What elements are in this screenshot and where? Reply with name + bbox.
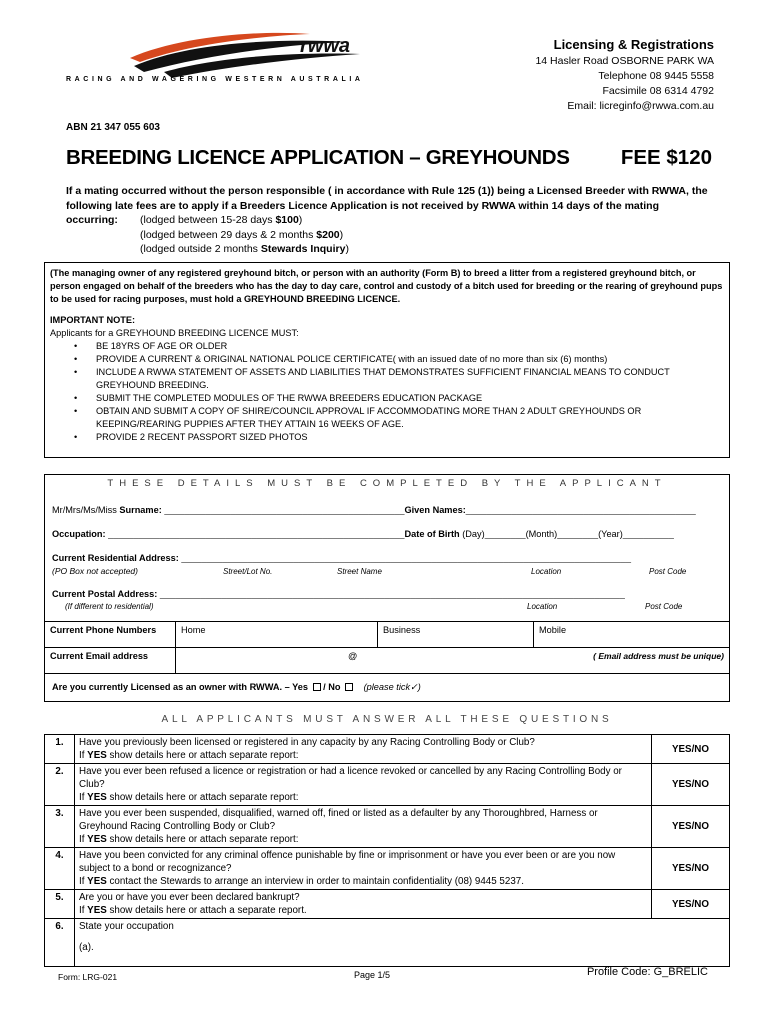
occupation-row — [52, 529, 722, 539]
detail-yes: YES — [87, 792, 107, 803]
contact-facsimile: Facsimile 08 6314 4792 — [602, 85, 714, 97]
late-fees-intro: If a mating occurred without the person responsible ( in accordance with Rule 125 (1)) being a Licensed Breeder with RWWA, the following late fees are to apply if a Breeders Licence Application is not received by RWWA within 14 days of the mating — [66, 185, 708, 212]
question-text — [75, 806, 652, 848]
licensed-no-label: / No — [323, 682, 341, 692]
question-number: 4. — [45, 848, 75, 890]
late-fee-3-text: (lodged outside 2 months — [140, 243, 261, 255]
important-note-intro: Applicants for a GREYHOUND BREEDING LICENCE MUST: — [50, 328, 299, 338]
form-code: Form: LRG-021 — [58, 972, 118, 982]
postal-post-code-caption: Post Code — [645, 602, 683, 611]
important-note-heading: IMPORTANT NOTE: — [50, 315, 136, 325]
yes-no-answer[interactable]: YES/NO — [652, 848, 730, 890]
contact-title: Licensing & Registrations — [553, 37, 714, 52]
title-prefix: Mr/Mrs/Ms/Miss — [52, 505, 117, 515]
email-at-sign: @ — [348, 651, 358, 661]
no-checkbox[interactable] — [345, 683, 353, 691]
phone-home-field[interactable]: Home — [175, 622, 377, 647]
question-text — [75, 848, 652, 890]
table-row — [45, 848, 730, 890]
contact-block — [535, 36, 714, 114]
applicant-heading: THESE DETAILS MUST BE COMPLETED BY THE APPLICANT — [107, 478, 667, 489]
question-text — [75, 764, 652, 806]
contact-email: Email: licreginfo@rwwa.com.au — [567, 100, 714, 112]
yes-no-answer[interactable]: YES/NO — [652, 764, 730, 806]
street-lot-caption: Street/Lot No. — [223, 567, 273, 576]
location-caption: Location — [531, 567, 562, 576]
email-field[interactable] — [175, 648, 729, 673]
logo-wordmark: rwwa — [300, 35, 351, 57]
given-names-label: Given Names: — [404, 505, 466, 515]
postal-label: Current Postal Address: — [52, 589, 158, 599]
late-fee-2-amount: $200 — [316, 228, 340, 241]
contact-telephone: Telephone 08 9445 5558 — [598, 70, 714, 82]
table-row — [45, 806, 730, 848]
phone-business-field[interactable]: Business — [377, 622, 533, 647]
question-number: 2. — [45, 764, 75, 806]
question-line: Are you or have you ever been declared bankrupt? — [79, 892, 300, 903]
late-fee-1-text: (lodged between 15-28 days — [140, 214, 276, 226]
email-label: Current Email address — [50, 651, 149, 661]
late-fee-1-amount: $100 — [275, 214, 299, 226]
late-fee-2-close: ) — [339, 228, 344, 241]
question-detail[interactable] — [79, 904, 647, 917]
detail-suffix: contact the Stewards to arrange an interview in order to maintain confidentiality (08) 9445 5237. — [106, 876, 524, 887]
email-unique-note: ( Email address must be unique) — [593, 651, 724, 661]
profile-code: Profile Code: G_BRELIC — [586, 966, 708, 978]
table-row — [45, 764, 730, 806]
contact-address: 14 Hasler Road OSBORNE PARK WA — [535, 55, 714, 67]
managing-owner-paragraph: (The managing owner of any registered greyhound bitch, or person with an authority (Form B) to breed a litter from a registered greyhound bitch, or person engaged on behalf of the breeders who has the day to day care, control and custody of a bitch used for breeding or the rearing of greyhound pups to be used for racing purposes, must hold a GREYHOUND BREEDING LICENCE. — [50, 268, 723, 304]
question-number: 5. — [45, 890, 75, 919]
yes-checkbox[interactable] — [313, 683, 321, 691]
postal-field[interactable]: ___________________________________________________________________________________________ — [159, 589, 625, 599]
yes-no-answer[interactable]: YES/NO — [652, 890, 730, 919]
residential-label: Current Residential Address: — [52, 553, 179, 563]
question-text — [75, 735, 652, 764]
list-item: • OBTAIN AND SUBMIT A COPY OF SHIRE/COUNCIL APPROVAL IF ACCOMMODATING MORE THAN 2 ADULT GREYHOUNDS OR KEEPING/REARING PUPPIES AFTER THEY ATTAIN 16 WEEKS OF AGE. — [70, 405, 724, 431]
requirements-list — [50, 340, 724, 444]
question-line: Have you been convicted for any criminal offence punishable by fine or imprisonment or have you ever been or are you now subject to a bond or recognizance? — [79, 850, 616, 874]
question-detail[interactable] — [79, 749, 647, 762]
late-fee-2-text: (lodged between 29 days & 2 months — [140, 228, 317, 241]
detail-yes: YES — [87, 905, 107, 916]
detail-prefix: If — [79, 792, 88, 803]
occupation-field[interactable]: __________________________________________________________ — [108, 529, 405, 539]
detail-yes: YES — [87, 876, 107, 887]
detail-suffix: show details here or attach separate report: — [106, 750, 299, 761]
street-name-caption: Street Name — [337, 567, 382, 576]
licensed-row — [45, 673, 729, 702]
question-detail[interactable] — [79, 875, 647, 888]
page-title: BREEDING LICENCE APPLICATION – GREYHOUNDS — [66, 146, 570, 169]
yes-no-answer[interactable]: YES/NO — [652, 806, 730, 848]
detail-prefix: If — [79, 876, 88, 887]
list-item: • INCLUDE A RWWA STATEMENT OF ASSETS AND LIABILITIES THAT DEMONSTRATES SUFFICIENT FINANCIAL MEANS TO CONDUCT GREYHOUND BREEDING. — [70, 366, 724, 392]
abn: ABN 21 347 055 603 — [66, 122, 160, 133]
late-fees — [66, 184, 726, 257]
dob-field[interactable]: (Day)________(Month)________(Year)__________ — [462, 529, 674, 539]
given-names-field[interactable]: _____________________________________________ — [465, 505, 696, 515]
question-number: 6. — [45, 919, 75, 967]
postal-note: (If different to residential) — [65, 602, 154, 611]
questions-heading: ALL APPLICANTS MUST ANSWER ALL THESE QUESTIONS — [161, 714, 613, 725]
detail-yes: YES — [87, 834, 107, 845]
question-number: 1. — [45, 735, 75, 764]
table-row — [45, 919, 730, 967]
detail-suffix: show details here or attach a separate report. — [106, 905, 307, 916]
list-item: • BE 18YRS OF AGE OR OLDER — [70, 340, 724, 353]
phone-mobile-field[interactable]: Mobile — [533, 622, 729, 647]
dob-label: Date of Birth — [404, 529, 460, 539]
list-item: • PROVIDE A CURRENT & ORIGINAL NATIONAL POLICE CERTIFICATE( with an issued date of no more than six (6) months) — [70, 353, 724, 366]
yes-no-answer[interactable]: YES/NO — [652, 735, 730, 764]
question-line: Have you ever been refused a licence or registration or had a licence revoked or cancelled by any Racing Controlling Body or Club? — [79, 766, 622, 790]
detail-suffix: show details here or attach separate report: — [106, 792, 299, 803]
surname-label: Surname: — [119, 505, 162, 515]
licensed-question: Are you currently Licensed as an owner with RWWA. – Yes — [52, 682, 308, 692]
please-tick-note: (please tick✓) — [363, 682, 421, 692]
page-number: Page 1/5 — [354, 970, 391, 980]
occupation-sub-a: (a). — [79, 942, 94, 953]
surname-field[interactable]: _______________________________________________ — [164, 505, 405, 515]
applicant-details-box — [44, 474, 730, 702]
list-item: • SUBMIT THE COMPLETED MODULES OF THE RWWA BREEDERS EDUCATION PACKAGE — [70, 392, 724, 405]
occupation-question-text: State your occupation — [79, 921, 174, 932]
occupation-question[interactable] — [75, 919, 730, 967]
detail-yes: YES — [87, 750, 107, 761]
residential-field[interactable]: ________________________________________________________________________________________ — [181, 553, 631, 563]
requirements-box — [44, 262, 730, 458]
questions-table — [44, 734, 730, 967]
question-detail[interactable] — [79, 791, 647, 804]
detail-prefix: If — [79, 834, 88, 845]
list-item: • PROVIDE 2 RECENT PASSPORT SIZED PHOTOS — [70, 431, 724, 444]
table-row — [45, 735, 730, 764]
detail-prefix: If — [79, 905, 88, 916]
question-line: Have you previously been licensed or registered in any capacity by any Racing Controlling Body or Club? — [79, 737, 535, 748]
postal-location-caption: Location — [527, 602, 558, 611]
question-line: Have you ever been suspended, disqualified, warned off, fined or listed as a defaulter by any Thoroughbred, Harness or Greyhound Racing Controlling Body or Club? — [79, 808, 598, 832]
po-box-note: (PO Box not accepted) — [52, 566, 138, 576]
fee-label: FEE $120 — [620, 146, 712, 169]
question-number: 3. — [45, 806, 75, 848]
post-code-caption: Post Code — [649, 567, 687, 576]
postal-row — [52, 589, 722, 599]
question-detail[interactable] — [79, 833, 647, 846]
occupation-label: Occupation: — [52, 529, 106, 539]
detail-prefix: If — [79, 750, 88, 761]
phone-row — [45, 621, 729, 647]
occurring-label: occurring: — [66, 214, 118, 226]
detail-suffix: show details here or attach separate report: — [106, 834, 299, 845]
phone-label: Current Phone Numbers — [50, 625, 157, 635]
table-row — [45, 890, 730, 919]
question-text — [75, 890, 652, 919]
email-row — [45, 647, 729, 673]
late-fee-1-close: ) — [298, 214, 303, 226]
residential-row — [52, 553, 722, 563]
late-fee-3-amount: Stewards Inquiry — [260, 243, 346, 255]
name-row — [52, 505, 722, 515]
late-fee-3-close: ) — [345, 243, 349, 255]
logo-tagline: RACING AND WAGERING WESTERN AUSTRALIA — [66, 76, 364, 83]
